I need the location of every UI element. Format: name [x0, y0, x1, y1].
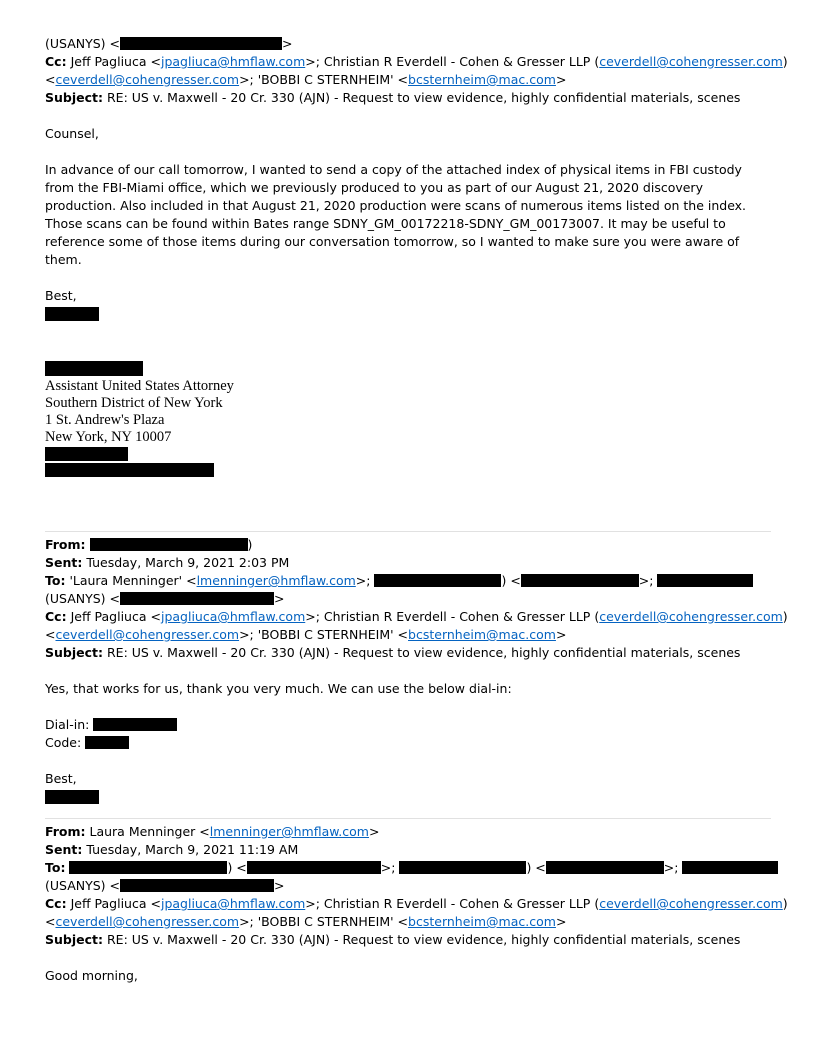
to-tail: (USANYS)	[45, 591, 106, 606]
email-link[interactable]: bcsternheim@mac.com	[408, 72, 556, 87]
to-continuation: (USANYS) < >	[45, 591, 285, 606]
email-link[interactable]: jpagliuca@hmflaw.com	[160, 896, 306, 911]
email-link[interactable]: bcsternheim@mac.com	[408, 627, 556, 642]
redaction	[521, 574, 639, 587]
email-link[interactable]: ceverdell@cohengresser.com	[55, 627, 240, 642]
cc-text: )	[782, 54, 788, 69]
code-label: Code:	[45, 735, 82, 750]
subject-text: RE: US v. Maxwell - 20 Cr. 330 (AJN) - Request to view evidence, highly confidential materials, scenes	[106, 90, 741, 105]
subject-text: RE: US v. Maxwell - 20 Cr. 330 (AJN) - Request to view evidence, highly confidential materials, scenes	[106, 932, 741, 947]
email-link[interactable]: ceverdell@cohengresser.com	[55, 72, 240, 87]
signature-title: Assistant United States Attorney	[45, 378, 234, 394]
signature-city: New York, NY 10007	[45, 429, 172, 445]
cc-text: Jeff Pagliuca <	[70, 54, 161, 69]
greeting: Counsel,	[45, 126, 99, 141]
to-line: To: ) < >; ) < >;	[45, 859, 771, 877]
subject-label: Subject:	[45, 645, 103, 660]
redaction	[93, 718, 177, 731]
to-tail: (USANYS)	[45, 878, 106, 893]
email-link[interactable]: jpagliuca@hmflaw.com	[160, 54, 306, 69]
cc-text: >; 'BOBBI C STERNHEIM' <	[239, 72, 409, 87]
cc-text: >; Christian R Everdell - Cohen & Gresser LLP (	[305, 609, 600, 624]
sent-date: Tuesday, March 9, 2021 11:19 AM	[86, 842, 299, 857]
from-line: From: )	[45, 537, 253, 552]
redaction	[45, 361, 143, 376]
email-link[interactable]: jpagliuca@hmflaw.com	[160, 609, 306, 624]
redaction	[45, 447, 128, 461]
cc-line-continuation: <ceverdell@cohengresser.com>; 'BOBBI C STERNHEIM' <bcsternheim@mac.com>	[45, 914, 567, 929]
cc-label: Cc:	[45, 54, 67, 69]
to-text: 'Laura Menninger' <	[69, 573, 197, 588]
redaction	[85, 736, 129, 749]
message-body: Yes, that works for us, thank you very much. We can use the below dial-in:	[45, 681, 512, 696]
from-text: Laura Menninger <	[89, 824, 210, 839]
subject-line	[45, 644, 771, 662]
redaction	[69, 861, 227, 874]
code-line	[45, 734, 771, 752]
email-link[interactable]: lmenninger@hmflaw.com	[196, 573, 356, 588]
cc-line	[45, 53, 788, 71]
subject-line	[45, 89, 771, 107]
cc-label: Cc:	[45, 896, 67, 911]
greeting: Good morning,	[45, 968, 138, 983]
from-label: From:	[45, 824, 86, 839]
subject-text: RE: US v. Maxwell - 20 Cr. 330 (AJN) - Request to view evidence, highly confidential materials, scenes	[106, 645, 741, 660]
cc-label: Cc:	[45, 609, 67, 624]
dialin-line	[45, 716, 771, 734]
email-link[interactable]: ceverdell@cohengresser.com	[599, 54, 783, 69]
cc-text: >; 'BOBBI C STERNHEIM' <	[239, 914, 409, 929]
cc-text: Jeff Pagliuca <	[70, 609, 161, 624]
to-label: To:	[45, 573, 66, 588]
dialin-label: Dial-in:	[45, 717, 90, 732]
email-link[interactable]: ceverdell@cohengresser.com	[599, 896, 783, 911]
redaction	[120, 879, 274, 892]
to-tail: (USANYS)	[45, 36, 106, 51]
cc-text: >; 'BOBBI C STERNHEIM' <	[239, 627, 409, 642]
email-link[interactable]: bcsternheim@mac.com	[408, 914, 556, 929]
from-label: From:	[45, 537, 86, 552]
email-link[interactable]: ceverdell@cohengresser.com	[599, 609, 783, 624]
signature-office: Southern District of New York	[45, 395, 223, 411]
cc-line-continuation: <ceverdell@cohengresser.com>; 'BOBBI C STERNHEIM' <bcsternheim@mac.com>	[45, 72, 567, 87]
sent-line	[45, 554, 771, 572]
redaction	[45, 790, 99, 804]
closing: Best,	[45, 771, 77, 786]
subject-line	[45, 931, 771, 949]
cc-text: >; Christian R Everdell - Cohen & Gresser LLP (	[305, 896, 600, 911]
sent-label: Sent:	[45, 555, 83, 570]
email-link[interactable]: ceverdell@cohengresser.com	[55, 914, 240, 929]
sent-date: Tuesday, March 9, 2021 2:03 PM	[86, 555, 290, 570]
email-thread	[45, 35, 788, 985]
to-continuation: (USANYS) < >	[45, 878, 285, 893]
redaction	[45, 463, 214, 477]
signature-address: 1 St. Andrew's Plaza	[45, 412, 165, 428]
email-link[interactable]: lmenninger@hmflaw.com	[209, 824, 369, 839]
cc-text: )	[782, 896, 788, 911]
cc-line	[45, 608, 788, 626]
subject-label: Subject:	[45, 932, 103, 947]
to-line: To: 'Laura Menninger' <lmenninger@hmflaw.com>; ) < >;	[45, 572, 771, 590]
redaction	[374, 574, 501, 587]
redaction	[247, 861, 381, 874]
cc-text: )	[782, 609, 788, 624]
to-continuation: (USANYS) < >	[45, 36, 293, 51]
redaction	[90, 538, 248, 551]
redaction	[682, 861, 778, 874]
to-label: To:	[45, 860, 66, 875]
redaction	[120, 37, 282, 50]
message-body: In advance of our call tomorrow, I wanted to send a copy of the attached index of physical items in FBI custody from the FBI-Miami office, which we previously produced to you as part of our August 21, 2020 discovery production. Also included in that August 21, 2020 production were scans of numerous items listed on the index. Those scans can be found within Bates range SDNY_GM_00172218-SDNY_GM_00173007. It may be useful to reference some of those items during our conversation tomorrow, so I wanted to make sure you were aware of them.	[45, 162, 747, 267]
redaction	[120, 592, 274, 605]
redaction	[657, 574, 753, 587]
from-line: From: Laura Menninger <lmenninger@hmflaw.com>	[45, 824, 380, 839]
cc-line	[45, 895, 788, 913]
cc-line-continuation: <ceverdell@cohengresser.com>; 'BOBBI C STERNHEIM' <bcsternheim@mac.com>	[45, 627, 567, 642]
redaction	[546, 861, 664, 874]
redaction	[399, 861, 526, 874]
sent-label: Sent:	[45, 842, 83, 857]
redaction	[45, 307, 99, 321]
closing: Best,	[45, 288, 77, 303]
cc-text: >; Christian R Everdell - Cohen & Gresser LLP (	[305, 54, 600, 69]
sent-line	[45, 841, 771, 859]
cc-text: Jeff Pagliuca <	[70, 896, 161, 911]
subject-label: Subject:	[45, 90, 103, 105]
